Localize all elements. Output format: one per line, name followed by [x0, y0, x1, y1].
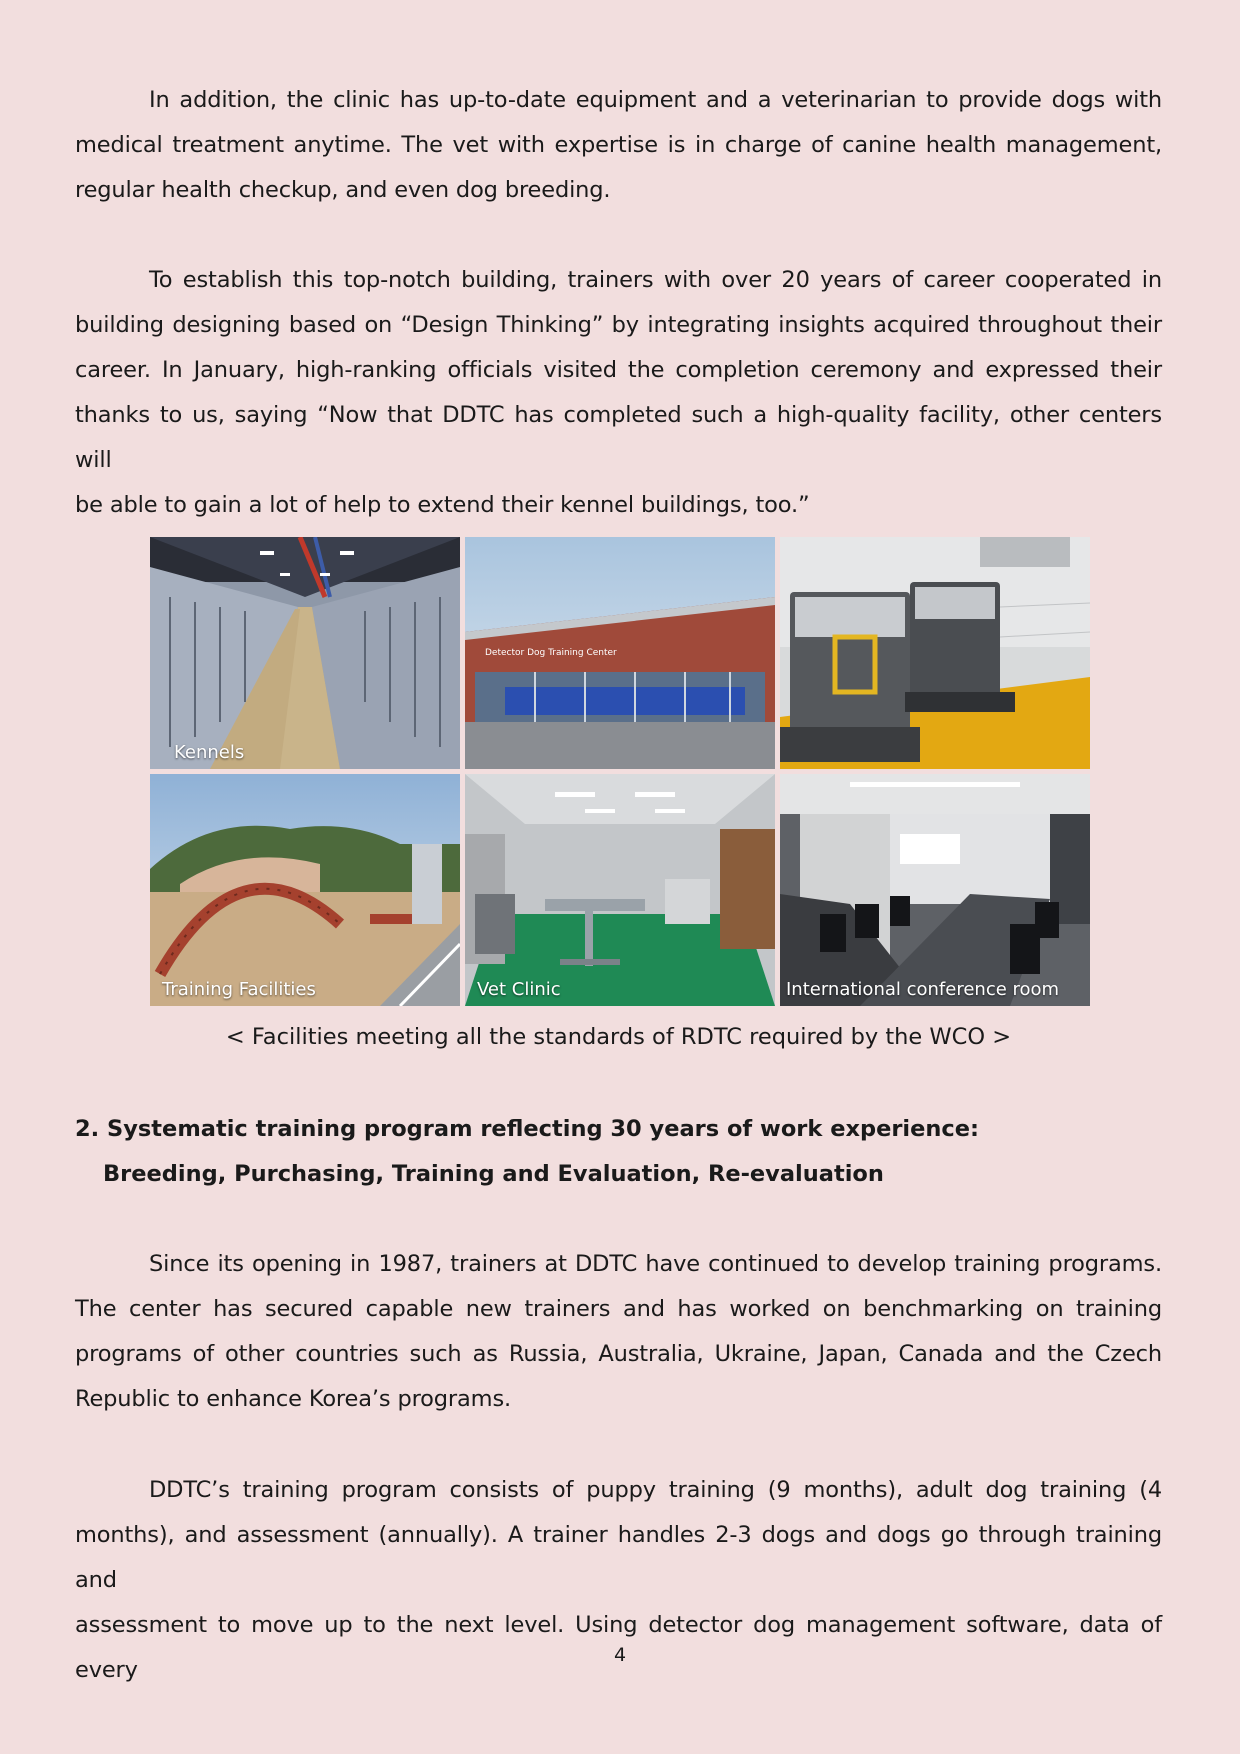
- section-subtitle: Breeding, Purchasing, Training and Evaluation, Re-evaluation: [103, 1161, 884, 1187]
- paragraph-line: regular health checkup, and even dog breeding.: [75, 177, 611, 203]
- paragraph-line: Since its opening in 1987, trainers at DDTC have continued to develop training programs.: [149, 1251, 1162, 1277]
- conference-room-photo: [780, 774, 1090, 1006]
- paragraph-line: programs of other countries such as Russia, Australia, Ukraine, Japan, Canada and the Czech: [75, 1341, 1162, 1367]
- paragraph-clinic: [75, 78, 1162, 213]
- vet-clinic-label: Vet Clinic: [477, 979, 561, 1000]
- paragraph-line: In addition, the clinic has up-to-date equipment and a veterinarian to provide dogs with: [149, 87, 1162, 113]
- conference-room-label: International conference room: [786, 979, 1060, 1000]
- paragraph-design-thinking: [75, 258, 1162, 528]
- paragraph-line: career. In January, high-ranking officials visited the completion ceremony and expressed their: [75, 357, 1162, 383]
- section-heading: [75, 1107, 979, 1197]
- paragraph-line: medical treatment anytime. The vet with expertise is in charge of canine health management,: [75, 132, 1162, 158]
- paragraph-history: [75, 1242, 1162, 1422]
- paragraph-line: The center has secured capable new trainers and has worked on benchmarking on training: [75, 1296, 1162, 1322]
- gallery-caption: < Facilities meeting all the standards of RDTC required by the WCO >: [225, 1024, 1012, 1050]
- section-title: 2. Systematic training program reflecting 30 years of work experience:: [75, 1116, 980, 1142]
- kennels-photo: [150, 537, 460, 769]
- training-facilities-photo: [150, 774, 460, 1006]
- paragraph-line: To establish this top-notch building, trainers with over 20 years of career cooperated in: [149, 267, 1162, 293]
- building-photo: [465, 537, 775, 769]
- paragraph-line: thanks to us, saying “Now that DDTC has completed such a high-quality facility, other centers will: [75, 402, 1162, 473]
- kennels-label: Kennels: [174, 742, 245, 763]
- paragraph-line: building designing based on “Design Thinking” by integrating insights acquired throughout their: [75, 312, 1162, 338]
- paragraph-line: assessment to move up to the next level. Using detector dog management software, data of every: [75, 1612, 1162, 1683]
- facilities-photo-grid: [150, 537, 1090, 1007]
- page-number: 4: [613, 1644, 627, 1666]
- vet-clinic-photo: [465, 774, 775, 1006]
- building-sign-text: Detector Dog Training Center: [485, 648, 617, 658]
- paragraph-line: months), and assessment (annually). A trainer handles 2-3 dogs and dogs go through training and: [75, 1522, 1162, 1593]
- paragraph-line: Republic to enhance Korea’s programs.: [75, 1386, 512, 1412]
- paragraph-line: be able to gain a lot of help to extend their kennel buildings, too.”: [75, 492, 810, 518]
- paragraph-line: DDTC’s training program consists of puppy training (9 months), adult dog training (4: [149, 1477, 1162, 1503]
- training-facilities-label: Training Facilities: [162, 979, 316, 1000]
- grooming-room-photo: [780, 537, 1090, 769]
